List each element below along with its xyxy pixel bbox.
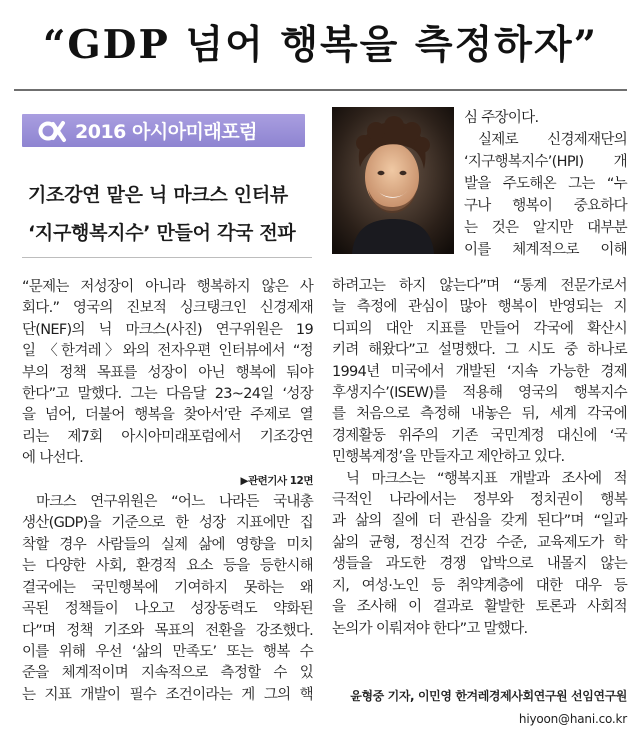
banner-label: 2016 아시아미래포럼 [75, 121, 257, 143]
text-line: 민행복계정’을 만들자고 제안하고 있다. [332, 449, 565, 466]
text-line: 는 지표 개발이 필수 조건이라는 게 그의 핵 [22, 686, 313, 703]
text-line: 늘 측정에 관심이 많아 행복이 반영되는 지 [332, 299, 627, 316]
subhead-divider [22, 257, 312, 258]
article-column-1 [22, 277, 313, 706]
text-line: 는 것은 알지만 대부분 [464, 220, 627, 236]
text-line: 논의가 이뤄져야 한다”고 말했다. [332, 620, 528, 637]
text-line: 심 주장이다. [464, 110, 539, 126]
headline: “GDP 넘어 행복을 측정하자” [42, 22, 599, 68]
text-line: 일 〈한겨레〉와의 전자우편 인터뷰에서 “정 [22, 343, 313, 360]
related-article-link[interactable]: ▶관련기사 12면 [240, 474, 313, 487]
text-line: 는 다양한 사회, 환경적 요소 등을 등한시해 [22, 558, 313, 575]
text-line: 과 삶의 질에 더 관심을 갖게 된다”며 “일과 [332, 513, 627, 530]
text-line: 회다.” 영국의 진보적 싱크탱크인 신경제재 [22, 300, 313, 317]
alpha-logo-icon [37, 118, 67, 144]
text-line: 극적인 나라에서는 정부와 정치권이 행복 [332, 492, 627, 509]
text-line: 1994년 미국에서 개발된 ‘지속 가능한 경제 [332, 363, 627, 380]
column2-top [464, 107, 627, 261]
text-line: ‘지구행복지수’(HPI) 개 [464, 154, 627, 170]
text-line: 을 넘어, 더불어 행복을 찾아서’란 주제로 열 [22, 407, 313, 424]
text-line: 디피의 대안 지표를 만들어 각국에 확산시 [332, 320, 627, 337]
forum-banner [22, 114, 305, 147]
article-column-2 [332, 276, 627, 640]
text-line: 구나 행복이 중요하다 [464, 198, 627, 214]
text-line: 단(NEF)의 닉 마크스(사진) 연구위원은 19 [22, 321, 313, 338]
text-line: 삶의 균형, 정신적 건강 수준, 교육제도가 학 [332, 534, 627, 551]
text-line: 키려 해왔다”고 설명했다. 그 시도 중 하나로 [332, 342, 627, 359]
text-line: 경제활동 위주의 기존 국민계정 대신에 ‘국 [332, 427, 627, 444]
byline: 윤형중 기자, 이민영 한겨레경제사회연구원 선임연구원 [350, 689, 627, 703]
text-line: 실제로 신경제재단의 [478, 132, 627, 148]
text-line: 다”며 정책 기조와 목표의 전환을 강조했다. [22, 622, 313, 639]
text-line: 지, 여성·노인 등 취약계층에 대한 대우 등 [332, 577, 627, 594]
text-line: 곡된 정책들이 나오고 성장동력도 약화된 [22, 601, 313, 618]
text-line: 발을 주도해온 그는 “누 [464, 176, 627, 192]
text-line: 하려고는 하지 않는다”며 “통계 전문가로서 [332, 278, 627, 294]
subheadline-2: ‘지구행복지수’ 만들어 각국 전파 [28, 222, 296, 244]
text-line: 이를 체계적으로 이해 [464, 242, 627, 258]
text-line: 마크스 연구위원은 “어느 나라든 국내총 [36, 494, 313, 511]
author-email[interactable]: hiyoon@hani.co.kr [518, 712, 627, 726]
text-line: 리는 제7회 아시아미래포럼에서 기조강연 [22, 428, 313, 445]
related-article-row [22, 470, 313, 492]
text-line: 후생지수’(ISEW)를 적용해 영국의 행복지수 [332, 385, 627, 402]
text-line: 을 조사해 이 결과로 활발한 토론과 사회적 [332, 599, 627, 616]
headline-divider [14, 89, 627, 91]
text-line: 이를 위해 우선 ‘삶의 만족도’ 또는 행복 수 [22, 643, 313, 660]
text-line: 부의 정책 목표를 성장이 아닌 행복에 둬야 [22, 364, 313, 381]
text-line: 를 처음으로 측정해 내놓은 뒤, 세계 각국에 [332, 406, 627, 423]
text-line: 생산(GDP)을 기준으로 한 성장 지표에만 집 [22, 515, 313, 532]
text-line: 한다”고 말했다. 그는 다음달 23~24일 ‘성장 [22, 386, 313, 403]
text-line: “문제는 저성장이 아니라 행복하지 않은 사 [22, 279, 313, 295]
text-line: 에 나선다. [22, 450, 84, 467]
portrait-photo [332, 107, 454, 254]
text-line: 닉 마크스는 “행복지표 개발과 조사에 적 [346, 470, 627, 487]
subheadline-1: 기조강연 맡은 닉 마크스 인터뷰 [28, 184, 288, 206]
text-line: 생들을 과도한 경쟁 압박으로 내몰지 않는 [332, 556, 627, 573]
text-line: 착할 경우 사람들의 실제 삶에 영향을 미치 [22, 536, 313, 553]
text-line: 준을 체계적이며 지속적으로 측정할 수 있 [22, 665, 313, 682]
text-line: 결국에는 국민행복에 기여하지 못하는 왜 [22, 579, 313, 596]
